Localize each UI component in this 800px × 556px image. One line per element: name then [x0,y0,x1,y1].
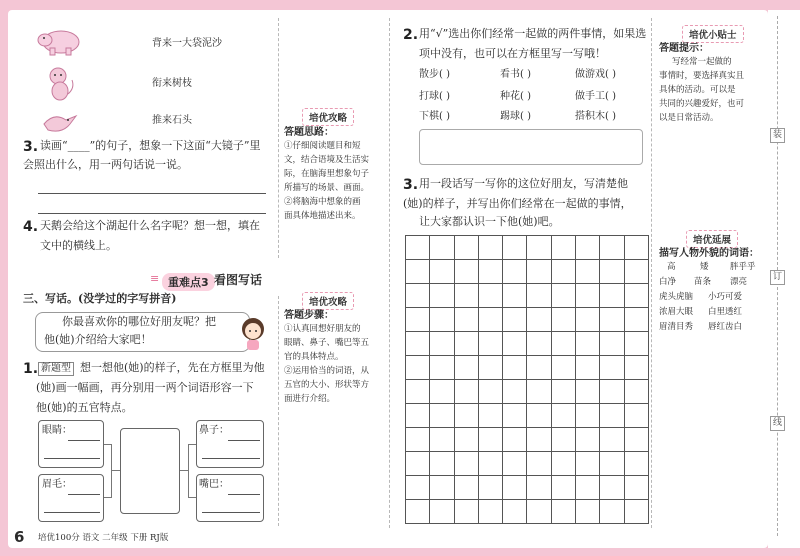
grid-cell[interactable] [625,284,649,308]
grid-cell[interactable] [552,380,576,404]
grid-cell[interactable] [600,476,624,500]
grid-row [406,236,649,260]
grid-cell[interactable] [576,500,600,524]
vocab-word: 漂亮 [730,277,748,287]
grid-cell[interactable] [552,452,576,476]
grid-cell[interactable] [576,356,600,380]
tip-line: 面进行介绍。 [284,394,336,404]
vocab-word: 胖乎乎 [730,262,756,272]
tip-line: 共同的兴趣爱好，也可 [659,99,745,109]
connector-line [188,444,196,498]
tip-heading: 答题提示： [659,43,709,54]
grid-cell[interactable] [576,308,600,332]
grid-cell[interactable] [406,476,430,500]
question-text: 文中的横线上。 [40,239,117,252]
grid-cell[interactable] [600,332,624,356]
grid-cell[interactable] [527,452,551,476]
binding-tab: 线 [770,416,785,431]
grid-cell[interactable] [576,380,600,404]
tip-line: ②将脑海中想象的画 [284,197,361,207]
grid-cell[interactable] [479,236,503,260]
grid-cell[interactable] [430,404,454,428]
grid-cell[interactable] [430,452,454,476]
vocab-word: 唇红齿白 [708,322,743,332]
grid-cell[interactable] [625,356,649,380]
grid-cell[interactable] [406,332,430,356]
option-item[interactable]: 搭积木( ) [575,111,616,122]
grid-cell[interactable] [576,404,600,428]
grid-cell[interactable] [455,308,479,332]
grid-cell[interactable] [479,332,503,356]
grid-cell[interactable] [527,404,551,428]
grid-cell[interactable] [527,308,551,332]
tip-line: ①认真回想好朋友的 [284,324,361,334]
grid-cell[interactable] [479,308,503,332]
monkey-illustration [44,66,76,102]
grid-cell[interactable] [503,380,527,404]
answer-line[interactable] [38,193,266,194]
tip-line: 具体的活动。可以是 [659,85,736,95]
grid-cell[interactable] [527,332,551,356]
grid-cell[interactable] [576,236,600,260]
grid-cell[interactable] [552,308,576,332]
grid-cell[interactable] [600,404,624,428]
grid-cell[interactable] [625,260,649,284]
grid-cell[interactable] [576,476,600,500]
vocab-word: 白里透红 [708,307,743,317]
grid-cell[interactable] [552,500,576,524]
tip-line: 以是日常活动。 [659,113,719,123]
grid-cell[interactable] [600,308,624,332]
grid-row [406,452,649,476]
tip-line: 文，结合语境及生活实 [284,155,370,165]
nose-label: 鼻子： [199,425,229,436]
grid-cell[interactable] [576,260,600,284]
animal-caption: 推来石头 [152,115,192,126]
grid-cell[interactable] [430,308,454,332]
option-item[interactable]: 看书( ) [500,69,531,80]
grid-cell[interactable] [406,500,430,524]
grid-cell[interactable] [552,236,576,260]
grid-cell[interactable] [455,332,479,356]
grid-cell[interactable] [503,356,527,380]
grid-cell[interactable] [479,428,503,452]
animal-caption: 衔来树枝 [152,78,192,89]
section-badge: 重难点3 [162,273,215,291]
grid-cell[interactable] [430,236,454,260]
grid-row [406,500,649,524]
option-item[interactable]: 打球( ) [419,91,450,102]
tip-title: 培优延展 [686,230,738,248]
connector-line [180,470,188,471]
option-item[interactable]: 散步( ) [419,69,450,80]
writing-grid[interactable] [405,235,649,524]
vocab-word: 小巧可爱 [708,292,743,302]
option-item[interactable]: 踢球( ) [500,111,531,122]
grid-cell[interactable] [625,476,649,500]
answer-line[interactable] [202,458,260,459]
tip-line: ②运用恰当的词语，从 [284,366,370,376]
question-text: 天鹅会给这个湖起什么名字呢？想一想，填在 [40,219,260,232]
question-text: 他(她)的五官特点。 [36,401,133,414]
binding-tab: 订 [770,270,785,285]
tip-line: 面具体地描述出来。 [284,211,361,221]
grid-cell[interactable] [527,260,551,284]
option-item[interactable]: 下棋( ) [419,111,450,122]
grid-cell[interactable] [576,284,600,308]
grid-row [406,260,649,284]
bubble-text: 他(她)介绍给大家吧！ [44,333,152,346]
grid-cell[interactable] [600,284,624,308]
grid-cell[interactable] [552,332,576,356]
vocab-word: 高 [667,262,676,272]
grid-cell[interactable] [503,452,527,476]
question-text: (她)画一幅画，再分别用一两个词语形容一下 [36,381,254,394]
question-text: 用一段话写一写你的这位好朋友，写清楚他 [419,177,628,190]
tip-title: 培优攻略 [302,108,354,126]
grid-cell[interactable] [406,308,430,332]
binding-tab: 装 [770,128,785,143]
grid-cell[interactable] [600,356,624,380]
grid-cell[interactable] [552,260,576,284]
grid-cell[interactable] [503,236,527,260]
grid-cell[interactable] [576,452,600,476]
tip-line: 写经常一起做的 [672,57,732,67]
option-item[interactable]: 做手工( ) [575,91,616,102]
write-in-box[interactable] [419,129,643,165]
question-number: 3. [403,177,419,193]
grid-cell[interactable] [503,260,527,284]
grid-cell[interactable] [625,428,649,452]
grid-cell[interactable] [503,284,527,308]
grid-cell[interactable] [479,452,503,476]
answer-line[interactable] [68,440,100,441]
vocab-word: 眉清目秀 [659,322,694,332]
vocab-word: 浓眉大眼 [659,307,694,317]
grid-cell[interactable] [455,428,479,452]
grid-cell[interactable] [576,428,600,452]
vocab-word: 白净 [659,277,677,287]
tip-line: 所描写的场景、画面。 [284,183,370,193]
answer-line[interactable] [228,440,260,441]
grid-cell[interactable] [503,500,527,524]
grid-cell[interactable] [600,260,624,284]
girl-avatar [238,314,268,354]
grid-cell[interactable] [552,428,576,452]
tip-heading: 描写人物外貌的词语： [659,248,759,259]
grid-row [406,476,649,500]
grid-cell[interactable] [600,380,624,404]
grid-cell[interactable] [455,404,479,428]
grid-cell[interactable] [479,380,503,404]
tip-title: 培优小贴士 [682,25,744,43]
grid-cell[interactable] [527,476,551,500]
grid-cell[interactable] [455,500,479,524]
grid-cell[interactable] [503,404,527,428]
grid-row [406,380,649,404]
grid-cell[interactable] [625,404,649,428]
grid-cell[interactable] [527,236,551,260]
grid-cell[interactable] [503,308,527,332]
footer-info: 培优100分 语文 二年级 下册 RJ版 [38,533,169,543]
question-number: 2. [403,27,419,43]
answer-line[interactable] [202,512,260,513]
column-divider [389,18,390,528]
grid-cell[interactable] [552,356,576,380]
grid-cell[interactable] [527,380,551,404]
grid-cell[interactable] [455,452,479,476]
grid-cell[interactable] [503,476,527,500]
grid-cell[interactable] [503,332,527,356]
tip-line: 五官的大小、形状等方 [284,380,370,390]
drawing-box[interactable] [120,428,180,514]
grid-cell[interactable] [479,356,503,380]
grid-cell[interactable] [527,500,551,524]
tip-line: 官的具体特点。 [284,352,344,362]
grid-cell[interactable] [576,332,600,356]
grid-cell[interactable] [430,428,454,452]
tip-title: 培优攻略 [302,292,354,310]
grid-cell[interactable] [406,236,430,260]
connector-line [104,444,112,498]
question-text: 会照出什么，用一两句话说一说。 [23,158,188,171]
grid-cell[interactable] [455,236,479,260]
grid-cell[interactable] [406,260,430,284]
mouth-label: 嘴巴： [199,479,229,490]
grid-row [406,308,649,332]
answer-line[interactable] [38,213,266,214]
connector-line [112,470,120,471]
brows-label: 眉毛： [42,479,72,490]
grid-cell[interactable] [527,284,551,308]
grid-cell[interactable] [552,284,576,308]
part-title: 三、写话。(没学过的字写拼音) [23,292,177,305]
answer-line[interactable] [44,458,100,459]
animal-caption: 背来一大袋泥沙 [152,38,222,49]
grid-cell[interactable] [455,284,479,308]
grid-cell[interactable] [455,260,479,284]
page-number: 6 [14,528,25,546]
grid-cell[interactable] [406,284,430,308]
grid-cell[interactable] [479,500,503,524]
grid-cell[interactable] [625,380,649,404]
grid-cell[interactable] [600,428,624,452]
question-text: 用“√”选出你们经常一起做的两件事情，如果选 [419,27,647,40]
tip-line: ①仔细阅读题目和短 [284,141,361,151]
grid-row [406,404,649,428]
column-divider [651,18,652,528]
question-number: 4. [23,219,39,235]
grid-cell[interactable] [625,332,649,356]
grid-cell[interactable] [625,452,649,476]
grid-cell[interactable] [430,500,454,524]
vocab-word: 虎头虎脑 [659,292,694,302]
grid-cell[interactable] [479,284,503,308]
question-text: 读画“____”的句子，想象一下这面“大镜子”里 [40,139,261,152]
grid-cell[interactable] [406,356,430,380]
grid-cell[interactable] [479,404,503,428]
grid-cell[interactable] [479,476,503,500]
grid-cell[interactable] [552,476,576,500]
grid-cell[interactable] [455,356,479,380]
grid-cell[interactable] [406,452,430,476]
question-text: (她)的样子，并写出你们经常在一起做的事情， [403,197,632,210]
grid-row [406,428,649,452]
grid-cell[interactable] [455,380,479,404]
grid-cell[interactable] [503,428,527,452]
question-text: 项中没有，也可以在方框里写一写哦！ [419,47,606,60]
bubble-text: 你最喜欢你的哪位好朋友呢？把 [62,315,216,328]
grid-cell[interactable] [430,284,454,308]
question-text: 让大家都认识一下他(她)吧。 [419,215,560,228]
grid-cell[interactable] [455,476,479,500]
question-text: 想一想他(她)的样子，先在方框里为他 [80,361,265,374]
vocab-word: 矮 [700,262,709,272]
grid-cell[interactable] [527,356,551,380]
grid-row [406,332,649,356]
tip-line: 眼睛、鼻子、嘴巴等五 [284,338,370,348]
grid-cell[interactable] [479,260,503,284]
tip-line: 事情时，要选择真实且 [659,71,745,81]
question-number: 3. [23,139,39,155]
hippo-illustration [36,26,82,56]
column-divider [278,18,279,258]
grid-cell[interactable] [552,404,576,428]
tip-heading: 答题思路： [284,127,334,138]
new-type-tag: 新题型 [38,362,74,376]
section-deco: ≡ [150,272,160,285]
grid-row [406,356,649,380]
grid-cell[interactable] [430,332,454,356]
grid-cell[interactable] [430,356,454,380]
grid-cell[interactable] [406,404,430,428]
option-item[interactable]: 种花( ) [500,91,531,102]
grid-cell[interactable] [430,260,454,284]
grid-cell[interactable] [406,428,430,452]
grid-cell[interactable] [625,308,649,332]
grid-cell[interactable] [406,380,430,404]
grid-cell[interactable] [430,476,454,500]
vocab-word: 苗条 [694,277,712,287]
answer-line[interactable] [228,494,260,495]
eyes-label: 眼睛： [42,425,72,436]
grid-cell[interactable] [430,380,454,404]
bird-illustration [40,108,80,136]
section-title: 看图写话 [214,273,263,287]
grid-cell[interactable] [600,452,624,476]
grid-cell[interactable] [527,428,551,452]
answer-line[interactable] [44,512,100,513]
grid-cell[interactable] [600,236,624,260]
option-item[interactable]: 做游戏( ) [575,69,616,80]
question-number: 1. [23,361,39,377]
grid-row [406,284,649,308]
tip-line: 际，在脑海里想象句子 [284,169,370,179]
grid-cell[interactable] [600,500,624,524]
tip-heading: 答题步骤： [284,310,334,321]
column-divider [278,296,279,526]
grid-cell[interactable] [625,500,649,524]
grid-cell[interactable] [625,236,649,260]
answer-line[interactable] [68,494,100,495]
